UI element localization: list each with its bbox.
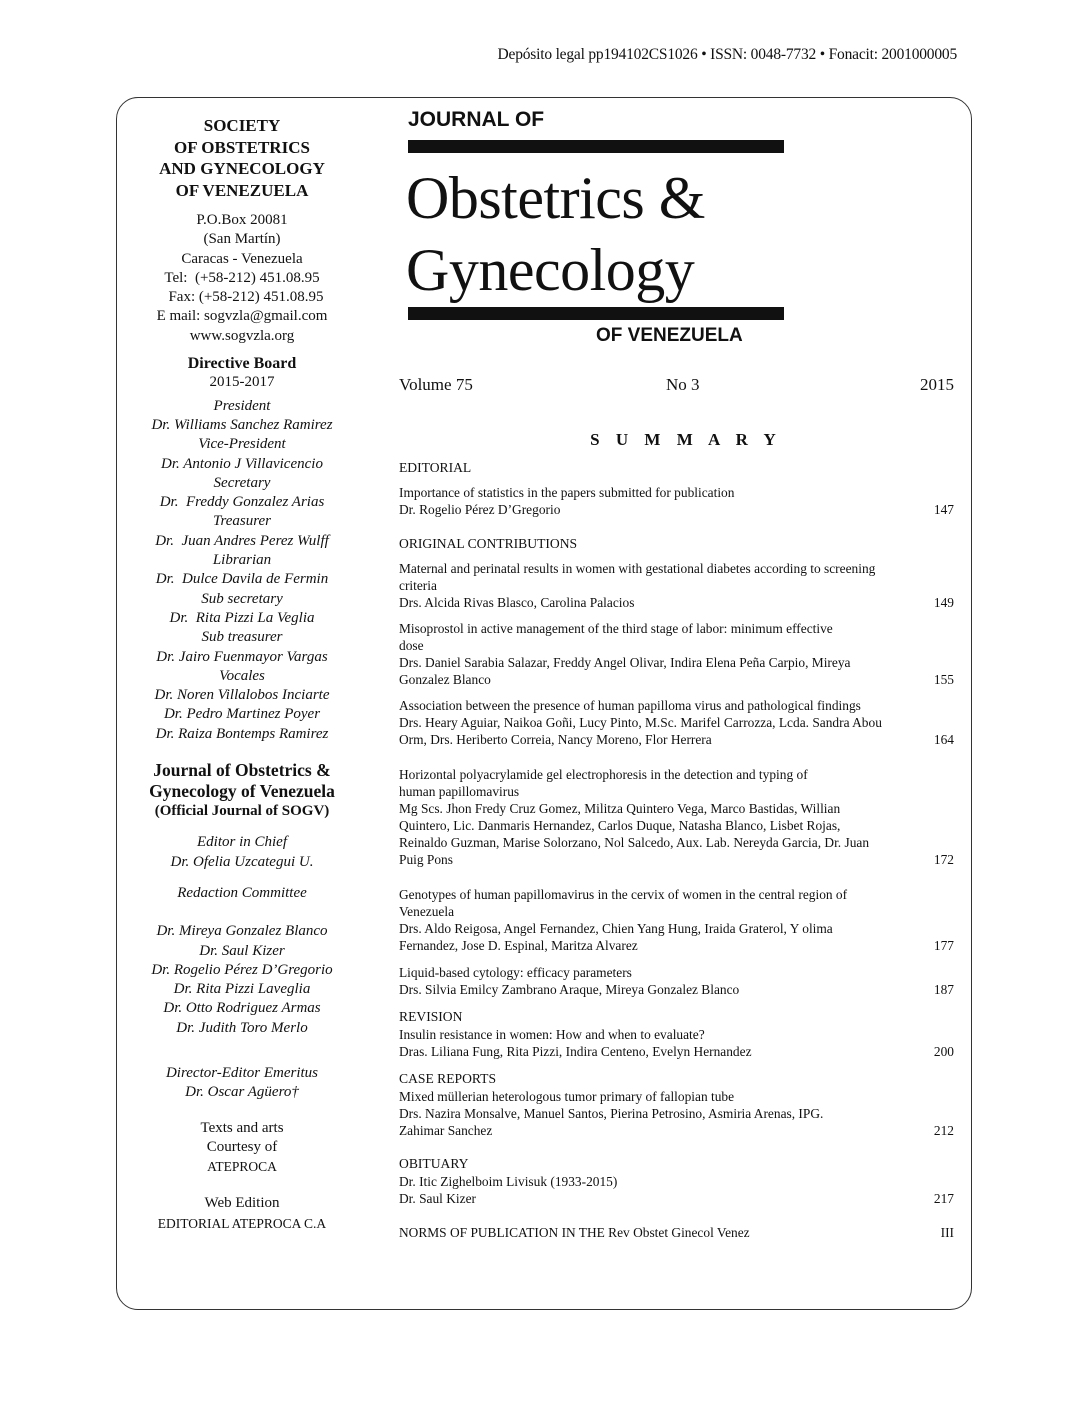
journal-name-line: Journal of Obstetrics &: [153, 760, 331, 781]
board-member: Dr. Jairo Fuenmayor Vargas: [156, 648, 328, 665]
committee-member: Dr. Rogelio Pérez D’Gregorio: [151, 961, 333, 978]
committee-label: Redaction Committee: [177, 884, 307, 901]
toc-entry-authors: Drs. Alcida Rivas Blasco, Carolina Palacios: [399, 595, 635, 610]
issue-year: 2015: [920, 375, 954, 394]
board-member: Dr. Dulce Davila de Fermin: [155, 571, 329, 588]
toc-entry-title: Mixed müllerian heterologous tumor primary of fallopian tube: [399, 1089, 735, 1104]
toc-entry-title: Maternal and perinatal results in women with gestational diabetes according to screening criteria: [399, 561, 876, 593]
toc-section-obituary: OBITUARY: [399, 1156, 469, 1171]
phone-line: Tel: (+58-212) 451.08.95: [164, 269, 320, 286]
web-edition-line: Web Edition: [204, 1195, 280, 1212]
masthead-rule-top: [408, 140, 784, 153]
toc-entry-title: Insulin resistance in women: How and when to evaluate?: [399, 1027, 705, 1042]
toc-entry[interactable]: [399, 620, 954, 688]
masthead-title: [406, 164, 705, 304]
board-role: Sub treasurer: [201, 629, 283, 646]
toc-entry[interactable]: [399, 766, 954, 868]
toc-entry[interactable]: [399, 560, 954, 611]
toc-entry-page: 164: [933, 732, 954, 747]
toc-entry-title: Liquid-based cytology: efficacy parameters: [399, 965, 632, 980]
toc-entry-title: Genotypes of human papillomavirus in the cervix of women in the central region of Venezuela: [399, 887, 848, 919]
toc-entry[interactable]: [399, 886, 954, 954]
summary-heading: S U M M A R Y: [590, 430, 782, 449]
toc-entry-title: Importance of statistics in the papers submitted for publication: [399, 485, 735, 500]
toc-norms-label: NORMS OF PUBLICATION IN THE Rev Obstet Ginecol Venez: [399, 1225, 750, 1240]
masthead-journal-of: JOURNAL OF: [408, 108, 545, 131]
toc-entry-page: 177: [933, 938, 954, 953]
toc-entry-authors: Drs. Aldo Reigosa, Angel Fernandez, Chien Yang Hung, Iraida Graterol, Y olima Fernandez, Jose D. Espinal, Maritza Alvarez: [399, 921, 833, 953]
issue-volume: Volume 75: [399, 375, 473, 394]
toc-entry-page: 212: [933, 1123, 954, 1138]
board-role: Vice-President: [198, 436, 286, 453]
toc-entry-authors: Drs. Nazira Monsalve, Manuel Santos, Pierina Petrosino, Asmiria Arenas, IPG. Zahimar Sanchez: [399, 1106, 824, 1138]
toc-entry[interactable]: [399, 484, 954, 518]
board-member: Dr. Williams Sanchez Ramirez: [151, 416, 333, 433]
committee-list: [120, 922, 364, 1038]
toc-entry[interactable]: [399, 1026, 954, 1060]
toc-entry-page: 147: [933, 502, 954, 517]
toc-section-case-reports: CASE REPORTS: [399, 1071, 497, 1086]
emeritus-label: Director-Editor Emeritus: [165, 1064, 319, 1081]
board-member: Dr. Rita Pizzi La Veglia: [169, 609, 315, 626]
masthead-title-line: Gynecology: [406, 237, 695, 303]
board-member: Dr. Antonio J Villavicencio: [161, 455, 323, 472]
toc-entry-title: Dr. Itic Zighelboim Livisuk (1933-2015): [399, 1174, 618, 1189]
journal-info: [120, 760, 364, 1233]
directive-board: [120, 354, 364, 744]
board-role: Sub secretary: [201, 590, 283, 607]
committee-member: Dr. Judith Toro Merlo: [176, 1019, 308, 1036]
toc-entry-page: 155: [933, 672, 954, 687]
website-line: www.sogvzla.org: [189, 327, 295, 344]
society-name-line: OF OBSTETRICS: [174, 137, 310, 157]
toc-entry-authors: Dr. Saul Kizer: [399, 1191, 476, 1206]
board-member: Dr. Juan Andres Perez Wulff: [155, 532, 329, 549]
board-role: Treasurer: [212, 513, 272, 530]
toc-entry-title: Association between the presence of human papilloma virus and pathological findings: [399, 698, 861, 713]
toc-entry-page: 172: [933, 852, 954, 867]
toc-entry-page: 217: [933, 1191, 954, 1206]
toc-entry-title: Horizontal polyacrylamide gel electrophoresis in the detection and typing of human papillomavirus: [399, 767, 808, 799]
society-name: [120, 115, 364, 201]
texts-credit: [120, 1119, 364, 1177]
fax-line: Fax: (+58-212) 451.08.95: [168, 289, 324, 306]
address-line: P.O.Box 20081: [196, 212, 288, 228]
address-line: (San Martín): [203, 231, 281, 248]
toc-entry-page: 187: [933, 982, 954, 997]
toc-entry-authors: Mg Scs. Jhon Fredy Cruz Gomez, Militza Quintero Vega, Marco Bastidas, Willian Quintero, Lic. Danmaris Hernandez, Carlos Duque, Natasha Blanco, Lisbet Rojas, Reinaldo Guzman, Marise Solorzano, Nol Salcedo, Aux. Lab. Nereyda Garcia, Dr. Juan Puig Pons: [399, 801, 870, 867]
toc-entry-authors: Drs. Daniel Sarabia Salazar, Freddy Angel Olivar, Indira Elena Peña Carpio, Mireya Gonzalez Blanco: [399, 655, 851, 687]
texts-credit-line: Courtesy of: [206, 1138, 278, 1155]
board-member: Dr. Noren Villalobos Inciarte: [154, 687, 330, 704]
toc-entry-authors: Drs. Silvia Emilcy Zambrano Araque, Mireya Gonzalez Blanco: [399, 982, 740, 997]
toc-entry-norms[interactable]: [399, 1224, 954, 1241]
editor-label: Editor in Chief: [197, 834, 287, 851]
toc-entry[interactable]: [399, 1173, 954, 1207]
toc-entry-page: 149: [933, 595, 954, 610]
journal-name-line: Gynecology of Venezuela: [149, 781, 335, 802]
toc-entry-authors: Drs. Heary Aguiar, Naikoa Goñi, Lucy Pinto, M.Sc. Marifel Carrozza, Lcda. Sandra Abou Orm, Drs. Heriberto Correia, Nancy Moreno, Flor Herrera: [399, 715, 882, 747]
toc-section-revision: REVISION: [399, 1009, 463, 1024]
board-role: President: [213, 397, 271, 414]
board-role: Vocales: [219, 667, 265, 684]
committee-member: Dr. Otto Rodriguez Armas: [163, 1000, 321, 1017]
society-address: [120, 211, 364, 346]
toc-norms-page: III: [940, 1225, 954, 1240]
web-edition-line: EDITORIAL ATEPROCA C.A: [157, 1215, 327, 1231]
board-role: Secretary: [213, 474, 271, 491]
web-edition: [120, 1194, 364, 1233]
table-of-contents: [399, 459, 954, 1241]
texts-credit-line: ATEPROCA: [207, 1159, 277, 1175]
masthead-rule-bottom: [408, 307, 784, 320]
left-column: [120, 115, 364, 1233]
toc-entry-page: 200: [933, 1044, 954, 1059]
society-name-line: AND GYNECOLOGY: [159, 159, 325, 178]
texts-credit-line: Texts and arts: [200, 1119, 284, 1136]
board-list: [120, 397, 364, 744]
toc-entry[interactable]: [399, 1088, 954, 1139]
address-line: Caracas - Venezuela: [181, 250, 303, 267]
legal-deposit-line: Depósito legal pp194102CS1026 • ISSN: 0048-7732 • Fonacit: 2001000005: [497, 46, 957, 63]
toc-entry[interactable]: [399, 697, 954, 748]
committee-member: Dr. Mireya Gonzalez Blanco: [156, 923, 328, 940]
toc-entry-title: Misoprostol in active management of the third stage of labor: minimum effective dose: [399, 621, 833, 653]
toc-entry-authors: Dras. Liliana Fung, Rita Pizzi, Indira Centeno, Evelyn Hernandez: [399, 1044, 752, 1059]
committee-member: Dr. Rita Pizzi Laveglia: [173, 981, 311, 998]
masthead-title-line: Obstetrics &: [406, 165, 705, 231]
toc-section-original: ORIGINAL CONTRIBUTIONS: [399, 536, 578, 551]
board-years: 2015-2017: [209, 374, 275, 391]
society-name-line: SOCIETY: [203, 116, 281, 135]
email-line: E mail: sogvzla@gmail.com: [156, 308, 328, 325]
board-member: Dr. Freddy Gonzalez Arias: [159, 494, 325, 511]
journal-subtitle: (Official Journal of SOGV): [154, 803, 330, 820]
issue-number: No 3: [666, 375, 700, 394]
committee-member: Dr. Saul Kizer: [199, 942, 285, 959]
emeritus-name: Dr. Oscar Agüero†: [185, 1084, 299, 1101]
toc-entry-authors: Dr. Rogelio Pérez D’Gregorio: [399, 502, 561, 517]
board-role: Librarian: [212, 552, 272, 569]
toc-section-editorial: EDITORIAL: [399, 460, 472, 475]
society-name-line: OF VENEZUELA: [175, 180, 309, 200]
masthead-of-venezuela: OF VENEZUELA: [596, 325, 743, 346]
board-title: Directive Board: [187, 355, 297, 373]
board-member: Dr. Pedro Martinez Poyer: [163, 706, 321, 723]
toc-entry[interactable]: [399, 964, 954, 998]
editor-name: Dr. Ofelia Uzcategui U.: [170, 853, 314, 870]
board-member: Dr. Raiza Bontemps Ramirez: [155, 725, 329, 742]
